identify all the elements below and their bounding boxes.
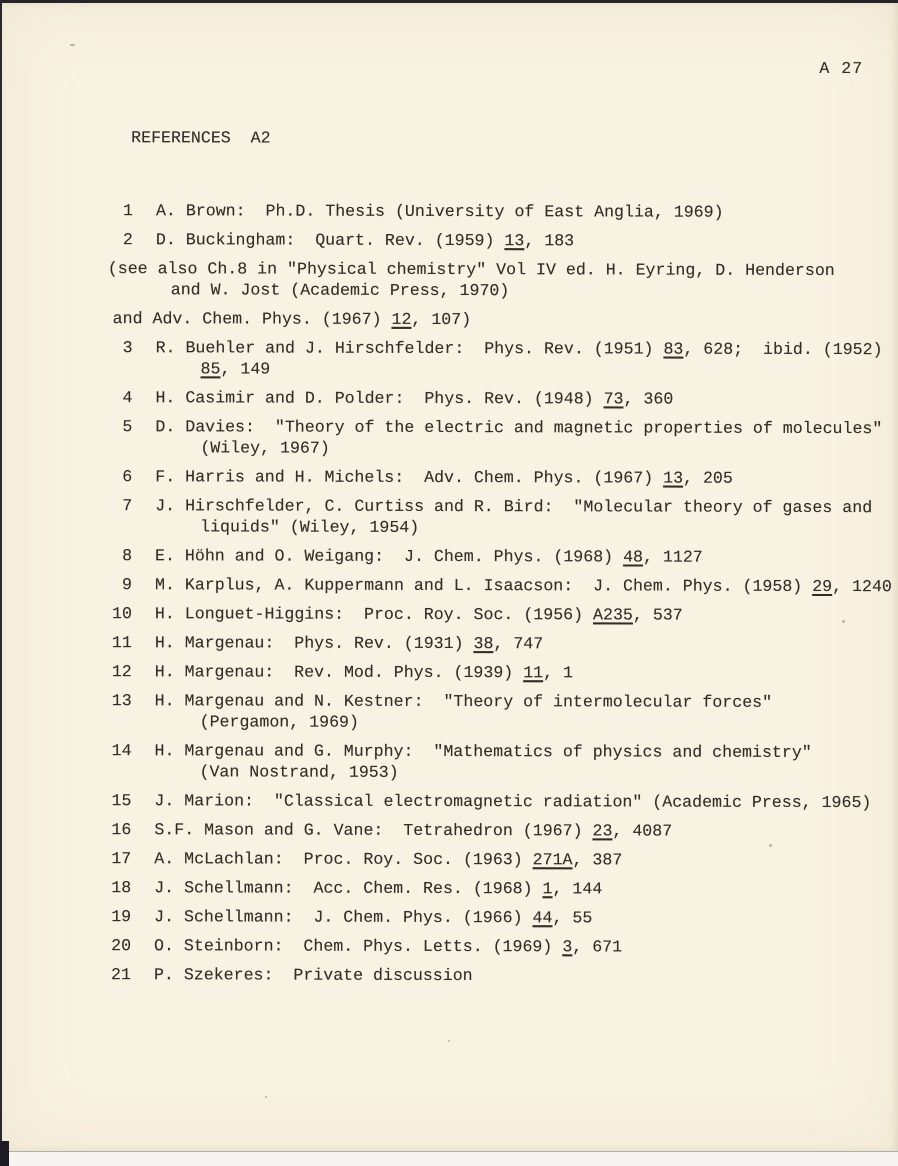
volume-number: A235 (593, 605, 633, 625)
reference-segment: P. Szekeres: Private discussion (153, 965, 473, 986)
reference-text (155, 466, 733, 489)
reference-line (154, 906, 592, 928)
reference-line (113, 308, 472, 330)
page-number: A 27 (819, 58, 864, 79)
reference-segment: A. Brown: Ph.D. Thesis (University of East Anglia, 1969) (155, 201, 724, 222)
reference-text (156, 229, 574, 251)
reference-line (155, 632, 543, 654)
reference-line (154, 848, 622, 870)
volume-number: 11 (523, 663, 544, 683)
reference-number: 15 (111, 791, 132, 811)
reference-text (107, 258, 835, 302)
reference-item (98, 935, 897, 958)
reference-segment: , 1 (543, 663, 574, 683)
reference-number: 2 (122, 230, 133, 250)
reference-segment: (Van Nostrand, 1953) (199, 762, 399, 782)
reference-number: 17 (111, 849, 132, 869)
reference-number: 18 (111, 878, 132, 898)
reference-segment: S.F. Mason and G. Vane: Tetrahedron (1967) (154, 820, 593, 841)
scanner-edge-corner (0, 1141, 9, 1166)
reference-number: 3 (122, 338, 133, 358)
reference-text (154, 740, 811, 784)
reference-item (98, 906, 897, 929)
reference-segment: and Adv. Chem. Phys. (1967) (112, 309, 392, 329)
reference-segment: R. Buehler and J. Hirschfelder: Phys. Rev. (1951) (155, 338, 664, 359)
reference-segment: J. Schellmann: Acc. Chem. Res. (1968) (154, 878, 543, 899)
reference-item (98, 877, 897, 900)
reference-number: 9 (122, 575, 133, 595)
reference-item (99, 387, 898, 410)
volume-number: 83 (663, 339, 684, 359)
reference-text (154, 848, 622, 870)
reference-line (155, 466, 733, 489)
reference-item (98, 819, 897, 842)
reference-number: 12 (111, 662, 132, 682)
reference-text (154, 790, 871, 813)
reference-segment: J. Marion: "Classical electromagnetic radiation" (Academic Press, 1965) (154, 791, 872, 813)
reference-text (155, 632, 543, 654)
reference-text (154, 877, 602, 899)
reference-text (155, 574, 892, 597)
reference-line (201, 358, 883, 381)
reference-line (155, 545, 703, 567)
reference-segment: D. Buckingham: Quart. Rev. (1959) (155, 230, 505, 251)
reference-text (156, 337, 883, 381)
reference-item (98, 790, 897, 813)
reference-text (154, 906, 592, 928)
reference-segment: liquids" (Wiley, 1954) (200, 517, 420, 537)
reference-item (98, 848, 897, 871)
reference-line (154, 935, 622, 957)
reference-number: 7 (122, 496, 133, 516)
volume-number: 1 (542, 879, 553, 899)
reference-segment: , 55 (552, 908, 593, 928)
reference-line (200, 711, 772, 733)
reference-line (155, 740, 812, 763)
reference-item (99, 416, 898, 460)
reference-segment: , 4087 (612, 821, 673, 841)
reference-segment: F. Harris and H. Michels: Adv. Chem. Phys. (1967) (155, 467, 664, 488)
reference-item (100, 200, 898, 223)
reference-line (155, 603, 683, 625)
volume-number: 12 (391, 309, 412, 329)
reference-line (155, 495, 872, 518)
reference-item (98, 964, 897, 987)
reference-segment: , 183 (524, 231, 575, 251)
reference-number: 20 (111, 936, 132, 956)
reference-number: 19 (111, 907, 132, 927)
volume-number: 13 (663, 468, 684, 488)
reference-number: 13 (111, 691, 132, 711)
volume-number: 38 (473, 634, 494, 654)
reference-segment: , 628; ibid. (1952) (683, 339, 883, 360)
reference-item (99, 545, 898, 568)
reference-segment: H. Margenau: Rev. Mod. Phys. (1939) (154, 662, 524, 683)
reference-text (154, 964, 473, 986)
reference-text (155, 661, 573, 683)
reference-line (108, 258, 835, 281)
reference-segment: J. Hirschfelder, C. Curtiss and R. Bird: "Molecular theory of gases and (155, 496, 873, 518)
reference-text (154, 819, 672, 841)
volume-number: 271A (532, 850, 573, 870)
scan-speck (769, 844, 772, 847)
reference-segment: , 747 (493, 634, 544, 654)
reference-item (99, 690, 898, 734)
reference-number: 8 (122, 546, 133, 566)
reference-number: 4 (122, 388, 133, 408)
reference-segment: , 387 (572, 850, 623, 870)
reference-line (156, 200, 724, 222)
reference-segment: A. McLachlan: Proc. Roy. Soc. (1963) (154, 849, 533, 870)
reference-line (200, 516, 872, 539)
reference-number: 1 (122, 201, 133, 221)
reference-item (100, 258, 898, 302)
reference-item (100, 308, 898, 331)
reference-segment: , 671 (572, 937, 623, 957)
reference-line (155, 387, 673, 409)
volume-number: 29 (812, 576, 833, 597)
reference-segment: , 360 (623, 389, 674, 409)
reference-number: 5 (122, 417, 133, 437)
volume-number: 48 (623, 547, 644, 567)
reference-number: 16 (111, 820, 132, 840)
scanner-edge-top (0, 0, 898, 3)
reference-item (98, 740, 897, 784)
reference-line (154, 819, 672, 841)
scan-speck (448, 1040, 450, 1042)
reference-item (99, 603, 898, 626)
reference-segment: , 205 (683, 468, 733, 488)
reference-text (155, 387, 673, 409)
reference-text (155, 495, 872, 539)
scan-speck (842, 620, 845, 623)
reference-text (112, 308, 472, 330)
reference-text (155, 603, 683, 625)
reference-segment: H. Margenau and G. Murphy: "Mathematics of physics and chemistry" (154, 741, 812, 762)
reference-item (99, 466, 898, 489)
volume-number: 23 (592, 821, 613, 841)
reference-item (100, 337, 898, 381)
volume-number: 73 (603, 389, 624, 409)
scan-speck (265, 1096, 267, 1098)
reference-item (100, 229, 898, 252)
reference-line (199, 761, 811, 784)
reference-text (155, 545, 703, 567)
reference-segment: H. Casimir and D. Polder: Phys. Rev. (1948) (155, 388, 604, 409)
volume-number: 44 (532, 908, 553, 928)
reference-text (155, 416, 882, 460)
reference-line (154, 790, 871, 813)
reference-line (155, 416, 882, 439)
reference-segment: M. Karplus, A. Kuppermann and L. Isaacson: J. Chem. Phys. (1958) (154, 575, 813, 596)
reference-segment: (Pergamon, 1969) (199, 712, 359, 732)
reference-text (155, 690, 772, 734)
reference-number: 11 (111, 633, 132, 653)
reference-segment: H. Margenau and N. Kestner: "Theory of intermolecular forces" (154, 691, 773, 712)
reference-segment: , 144 (552, 879, 603, 899)
reference-segment: , 537 (632, 605, 683, 625)
reference-line (171, 279, 835, 302)
scan-speck (70, 44, 75, 46)
volume-number: 3 (562, 937, 573, 957)
reference-segment: E. Höhn and O. Weigang: J. Chem. Phys. (1968) (155, 546, 624, 567)
reference-segment: , 149 (220, 359, 271, 379)
volume-number: 13 (504, 231, 525, 251)
reference-item (99, 574, 898, 597)
reference-line (154, 964, 473, 986)
reference-segment: O. Steinborn: Chem. Phys. Letts. (1969) (154, 936, 563, 957)
reference-line (155, 661, 573, 683)
reference-number: 10 (111, 604, 132, 624)
reference-number: 6 (122, 467, 133, 487)
reference-number: 21 (111, 965, 131, 985)
page-title: REFERENCES A2 (131, 128, 271, 148)
reference-line (154, 877, 602, 899)
scanner-edge-left (0, 0, 2, 1166)
reference-line (200, 437, 882, 460)
reference-item (99, 661, 898, 684)
reference-segment: (see also Ch.8 in "Physical chemistry" Vol IV ed. H. Eyring, D. Henderson (107, 259, 835, 281)
reference-text (156, 200, 724, 222)
reference-segment: D. Davies: "Theory of the electric and magnetic properties of molecules" (155, 417, 883, 439)
reference-line (156, 337, 883, 360)
reference-segment: H. Longuet-Higgins: Proc. Roy. Soc. (1956) (154, 604, 594, 625)
reference-line (155, 574, 892, 597)
reference-item (99, 495, 898, 539)
reference-segment: , 107) (411, 309, 472, 330)
reference-number: 14 (111, 741, 132, 761)
reference-text (154, 935, 622, 957)
reference-line (155, 690, 772, 713)
reference-item (99, 632, 898, 655)
reference-segment: J. Schellmann: J. Chem. Phys. (1966) (154, 907, 533, 928)
volume-number: 85 (200, 359, 221, 379)
reference-line (156, 229, 574, 251)
reference-segment: , 1127 (642, 547, 703, 567)
reference-segment: H. Margenau: Phys. Rev. (1931) (154, 633, 474, 654)
reference-segment: and W. Jost (Academic Press, 1970) (170, 280, 510, 301)
reference-segment: (Wiley, 1967) (200, 438, 330, 458)
reference-list (98, 200, 898, 995)
reference-segment: , 1240 (832, 577, 892, 597)
